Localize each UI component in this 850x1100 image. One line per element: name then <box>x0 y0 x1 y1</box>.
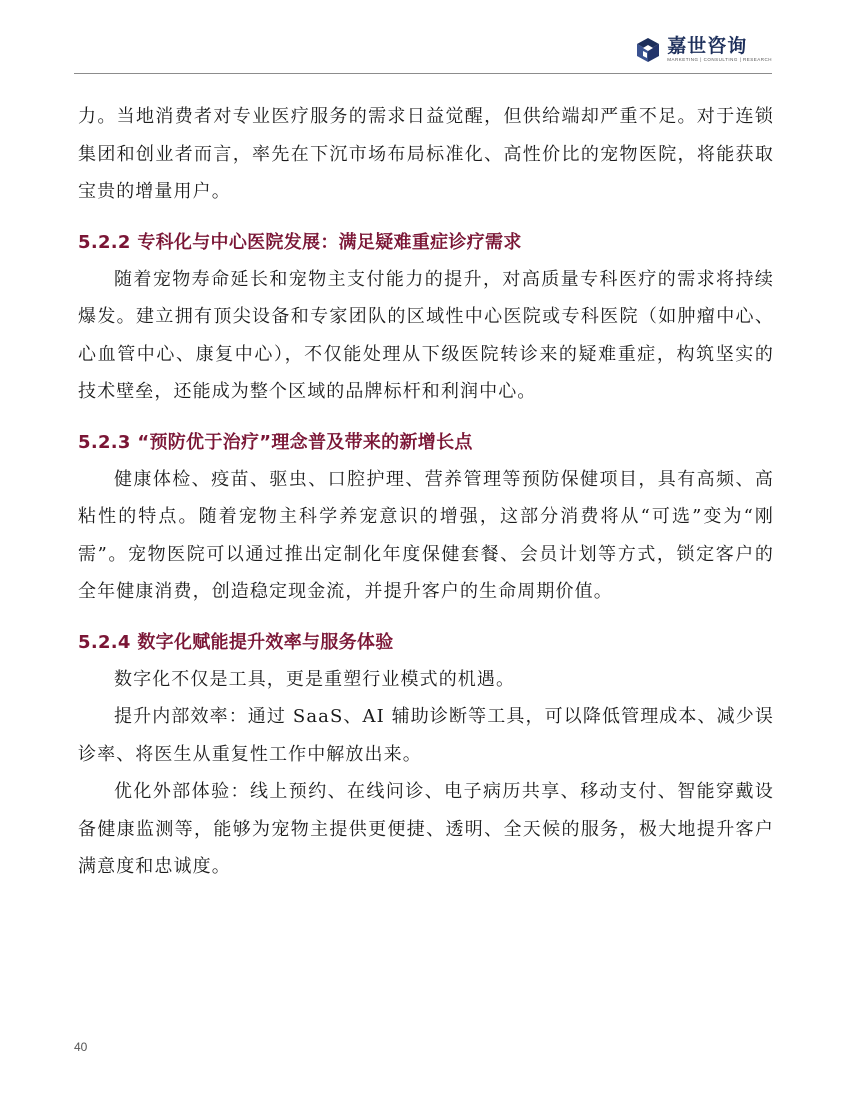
section-5-2-2 <box>78 225 774 411</box>
section-heading: 5.2.4 数字化赋能提升效率与服务体验 <box>78 631 394 653</box>
section-heading: 5.2.2 专科化与中心医院发展：满足疑难重症诊疗需求 <box>78 231 522 253</box>
brand-name: 嘉世咨询 <box>667 35 748 57</box>
intro-paragraph: 力。当地消费者对专业医疗服务的需求日益觉醒，但供给端却严重不足。对于连锁集团和创业者而言，率先在下沉市场布局标准化、高性价比的宠物医院，将能获取宝贵的增量用户。 <box>78 106 774 202</box>
body-paragraph: 优化外部体验：线上预约、在线问诊、电子病历共享、移动支付、智能穿戴设备健康监测等，能够为宠物主提供更便捷、透明、全天候的服务，极大地提升客户满意度和忠诚度。 <box>78 781 774 877</box>
page-number: 40 <box>74 1040 88 1054</box>
brand-tagline: MARKETING | CONSULTING | RESEARCH <box>667 57 772 62</box>
section-5-2-4 <box>78 625 774 886</box>
body-paragraph: 提升内部效率：通过 SaaS、AI 辅助诊断等工具，可以降低管理成本、减少误诊率、将医生从重复性工作中解放出来。 <box>78 706 774 765</box>
section-5-2-3 <box>78 425 774 611</box>
page-header <box>0 0 850 76</box>
geometric-cube-logo-icon <box>635 37 661 63</box>
brand-logo <box>635 36 772 63</box>
page-content <box>78 98 774 886</box>
body-paragraph: 健康体检、疫苗、驱虫、口腔护理、营养管理等预防保健项目，具有高频、高粘性的特点。随着宠物主科学养宠意识的增强，这部分消费将从“可选”变为“刚需”。宠物医院可以通过推出定制化年度保健套餐、会员计划等方式，锁定客户的全年健康消费，创造稳定现金流，并提升客户的生命周期价值。 <box>78 468 774 602</box>
header-divider <box>74 73 772 74</box>
body-paragraph: 数字化不仅是工具，更是重塑行业模式的机遇。 <box>114 668 516 690</box>
section-heading: 5.2.3 “预防优于治疗”理念普及带来的新增长点 <box>78 431 473 453</box>
body-paragraph: 随着宠物寿命延长和宠物主支付能力的提升，对高质量专科医疗的需求将持续爆发。建立拥有顶尖设备和专家团队的区域性中心医院或专科医院（如肿瘤中心、心血管中心、康复中心），不仅能处理从下级医院转诊来的疑难重症，构筑坚实的技术壁垒，还能成为整个区域的品牌标杆和利润中心。 <box>78 268 774 402</box>
